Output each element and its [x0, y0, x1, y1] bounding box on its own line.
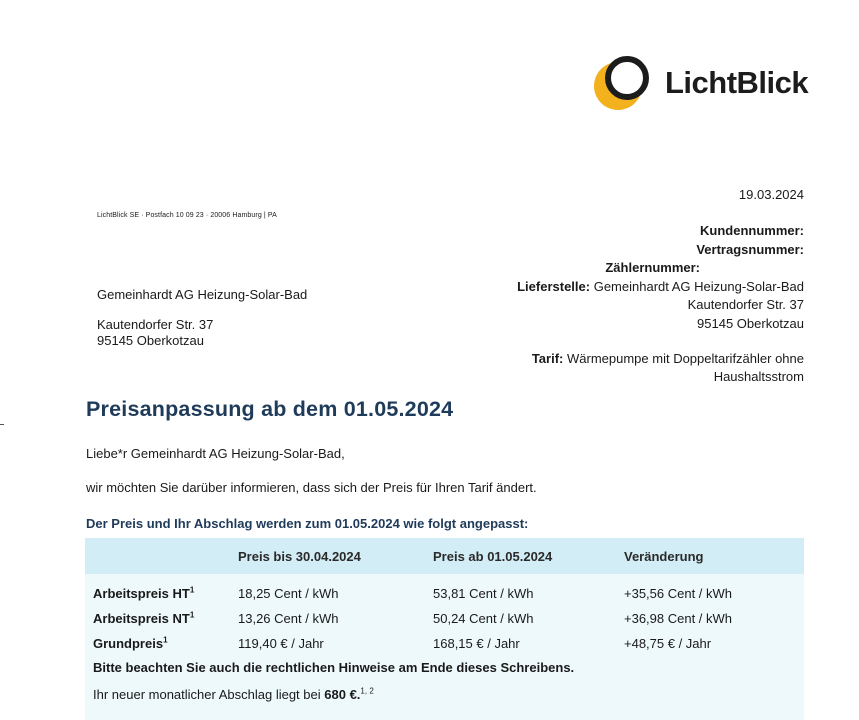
- recipient-street: Kautendorfer Str. 37: [97, 317, 214, 332]
- row-label: Grundpreis: [93, 636, 164, 651]
- lieferstelle-name: Gemeinhardt AG Heizung-Solar-Bad: [593, 278, 804, 294]
- kundennummer-label: Kundennummer:: [700, 223, 804, 238]
- vertragsnummer-label: Vertragsnummer:: [696, 241, 804, 257]
- header-new-price: Preis ab 01.05.2024: [433, 549, 553, 564]
- legal-notice: Bitte beachten Sie auch die rechtlichen Hinweise am Ende dieses Schreibens.: [93, 660, 575, 675]
- intro-text: wir möchten Sie darüber informieren, dass sich der Preis für Ihren Tarif ändert.: [86, 480, 537, 495]
- installment-amount: 680 €.: [324, 687, 361, 702]
- change-cell: +36,98 Cent / kWh: [624, 611, 733, 626]
- sender-address-line: LichtBlick SE · Postfach 10 09 23 · 20006 Hamburg | PA: [97, 212, 277, 219]
- recipient-city: 95145 Oberkotzau: [97, 333, 204, 348]
- row-label: Arbeitspreis NT: [93, 611, 190, 626]
- lichtblick-logo: [593, 53, 808, 111]
- fold-mark: [0, 424, 4, 425]
- footnote-marker: 1: [163, 635, 168, 645]
- change-cell: +35,56 Cent / kWh: [624, 586, 733, 601]
- old-price-cell: 119,40 € / Jahr: [238, 636, 324, 651]
- lieferstelle-label: Lieferstelle:: [517, 278, 591, 294]
- customer-info-block: [517, 222, 804, 386]
- greeting: Liebe*r Gemeinhardt AG Heizung-Solar-Bad,: [86, 446, 345, 461]
- recipient-name: Gemeinhardt AG Heizung-Solar-Bad: [97, 287, 308, 302]
- footnote-marker: 1, 2: [360, 686, 374, 696]
- new-price-cell: 168,15 € / Jahr: [433, 636, 520, 651]
- row-label: Arbeitspreis HT: [93, 586, 190, 601]
- old-price-cell: 13,26 Cent / kWh: [238, 611, 339, 626]
- monthly-installment: [93, 687, 374, 702]
- old-price-cell: 18,25 Cent / kWh: [238, 586, 339, 601]
- zaehlernummer-label: Zählernummer:: [605, 260, 700, 275]
- logo-wordmark: LichtBlick: [665, 65, 809, 100]
- change-cell: +48,75 € / Jahr: [624, 636, 712, 651]
- price-table: [85, 538, 804, 720]
- recipient-address: [97, 287, 307, 349]
- letter-date: 19.03.2024: [738, 187, 804, 202]
- tarif-label: Tarif:: [531, 351, 564, 366]
- header-old-price: Preis bis 30.04.2024: [238, 549, 361, 564]
- new-price-cell: 50,24 Cent / kWh: [433, 611, 534, 626]
- price-table-title: Der Preis und Ihr Abschlag werden zum 01.05.2024 wie folgt angepasst:: [86, 516, 529, 531]
- price-table-header: [85, 538, 804, 574]
- footnote-marker: 1: [189, 585, 195, 595]
- tarif-line2: Haushaltsstrom: [713, 369, 804, 384]
- header-change: Veränderung: [624, 549, 704, 564]
- new-price-cell: 53,81 Cent / kWh: [433, 586, 534, 601]
- sun-logo-icon: [593, 53, 651, 111]
- tarif-line1: Wärmepumpe mit Doppeltarifzähler ohne: [567, 351, 804, 366]
- lieferstelle-street: Kautendorfer Str. 37: [687, 297, 804, 312]
- installment-text: Ihr neuer monatlicher Abschlag liegt bei: [93, 687, 321, 702]
- lieferstelle-city: 95145 Oberkotzau: [697, 315, 804, 331]
- letter-heading: Preisanpassung ab dem 01.05.2024: [86, 397, 454, 421]
- footnote-marker: 1: [189, 610, 195, 620]
